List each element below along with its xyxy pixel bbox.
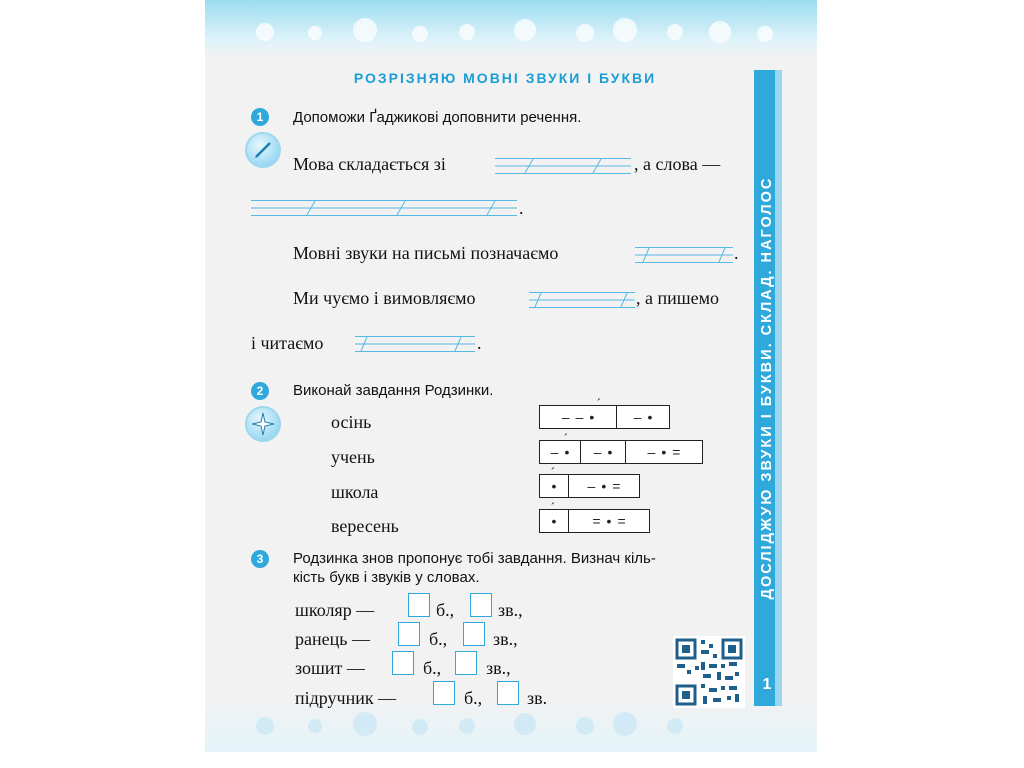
scheme-segment <box>569 510 649 532</box>
scheme-symbol: = <box>612 478 621 494</box>
scheme-segment <box>540 396 617 428</box>
sounds-count-box-3[interactable] <box>455 651 477 675</box>
sounds-label: зв., <box>498 600 523 620</box>
scheme-symbol: – <box>561 409 570 425</box>
syllable-scheme-1 <box>539 396 670 429</box>
answer-blank-4[interactable] <box>529 292 635 308</box>
scheme-symbol: • <box>601 478 607 494</box>
scheme-symbol: • <box>647 409 653 425</box>
answer-blank-1[interactable] <box>495 158 631 174</box>
scheme-symbol: = <box>617 513 626 529</box>
task1-line1-start: Мова складається зі <box>293 154 446 174</box>
scheme-segment <box>626 441 702 463</box>
pen-icon <box>245 132 281 168</box>
qr-code-icon[interactable] <box>673 636 745 708</box>
page-number: 1 <box>762 676 772 693</box>
syllable-scheme-3 <box>539 465 640 498</box>
scheme-symbol: = <box>592 513 601 529</box>
task1-line4-start: Ми чуємо і вимовляємо <box>293 288 476 308</box>
answer-blank-5[interactable] <box>355 336 475 352</box>
scheme-segment <box>540 500 569 532</box>
sounds-count-box-4[interactable] <box>497 681 519 705</box>
letters-count-box-4[interactable] <box>433 681 455 705</box>
scheme-symbol: • <box>661 444 667 460</box>
scheme-symbol: • <box>551 478 557 494</box>
task1-line5-start: і читаємо <box>251 333 324 353</box>
sounds-label: зв., <box>486 658 511 678</box>
letters-label: б., <box>423 658 442 678</box>
letters-count-box-1[interactable] <box>408 593 430 617</box>
scheme-symbol: – <box>593 444 602 460</box>
scheme-symbol: – <box>550 444 559 460</box>
scheme-symbol: • <box>607 444 613 460</box>
task1-line2-end: . <box>519 198 524 218</box>
accent-mark: ´ <box>564 431 569 446</box>
sounds-count-box-2[interactable] <box>463 622 485 646</box>
scheme-symbol: • <box>551 513 557 529</box>
task1-line3-end: . <box>734 243 739 263</box>
task-number-3: 3 <box>251 550 269 568</box>
task1-instruction: Допоможи Ґаджикові доповнити речення. <box>293 109 582 126</box>
decorative-top-band <box>205 0 817 58</box>
scheme-symbol: • <box>606 513 612 529</box>
task2-word-3: школа <box>331 482 379 502</box>
letters-label: б., <box>429 629 448 649</box>
letters-label: б., <box>464 688 483 708</box>
scheme-symbol: – <box>633 409 642 425</box>
task3-word-2: ранець — <box>295 629 370 649</box>
answer-blank-2[interactable] <box>251 200 517 216</box>
scheme-segment <box>540 431 581 463</box>
task3-instruction-line2: кість букв і звуків у словах. <box>293 569 480 586</box>
scheme-symbol: • <box>564 444 570 460</box>
scheme-symbol: – <box>575 409 584 425</box>
task3-word-3: зошит — <box>295 658 365 678</box>
syllable-scheme-4 <box>539 500 650 533</box>
task1-line4-end: , а пишемо <box>636 288 719 308</box>
page-title: РОЗРІЗНЯЮ МОВНІ ЗВУКИ І БУКВИ <box>353 70 657 86</box>
task3-instruction-line1: Родзинка знов пропонує тобі завдання. Визнач кіль- <box>293 550 656 567</box>
scheme-symbol: • <box>589 409 595 425</box>
sounds-count-box-1[interactable] <box>470 593 492 617</box>
accent-mark: ´ <box>551 500 556 515</box>
sounds-label: зв. <box>527 688 548 708</box>
letters-count-box-2[interactable] <box>398 622 420 646</box>
workbook-page <box>205 0 817 752</box>
floral-decoration-icon <box>205 0 817 58</box>
task1-line5-end: . <box>477 333 482 353</box>
scheme-segment <box>617 406 669 428</box>
syllable-scheme-2 <box>539 431 703 464</box>
scheme-segment <box>540 465 569 497</box>
scheme-segment <box>569 475 639 497</box>
task3-word-1: школяр — <box>295 600 375 620</box>
task2-word-1: осінь <box>331 412 372 432</box>
task3-word-4: підручник — <box>295 688 397 708</box>
scheme-segment <box>581 441 626 463</box>
task1-line3-start: Мовні звуки на письмі позначаємо <box>293 243 559 263</box>
letters-label: б., <box>436 600 455 620</box>
task-number-2: 2 <box>251 382 269 400</box>
letters-count-box-3[interactable] <box>392 651 414 675</box>
task2-instruction: Виконай завдання Родзинки. <box>293 382 494 399</box>
task1-line1-end: , а слова — <box>634 154 721 174</box>
answer-blank-3[interactable] <box>635 247 733 263</box>
scheme-symbol: = <box>672 444 681 460</box>
task2-word-4: вересень <box>331 516 399 536</box>
sparkle-icon <box>245 406 281 442</box>
accent-mark: ´ <box>551 465 556 480</box>
scheme-symbol: – <box>647 444 656 460</box>
side-chapter-title: ДОСЛІДЖУЮ ЗВУКИ І БУКВИ. СКЛАД. НАГОЛОС <box>759 176 775 600</box>
accent-mark: ´ <box>597 396 602 411</box>
task2-word-2: учень <box>331 447 375 467</box>
sounds-label: зв., <box>493 629 518 649</box>
task-number-1: 1 <box>251 108 269 126</box>
scheme-symbol: – <box>587 478 596 494</box>
